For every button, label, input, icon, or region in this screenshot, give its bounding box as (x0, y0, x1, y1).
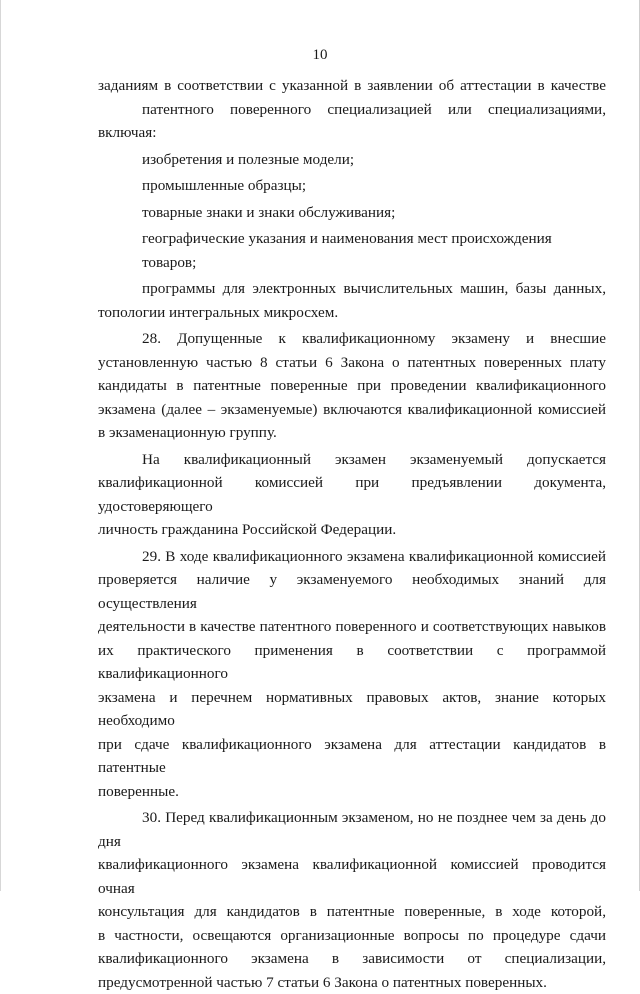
text-line: 28. Допущенные к квалификационному экзамену и внесшие (98, 327, 606, 351)
text-line: проверяется наличие у экзаменуемого необходимых знаний для осуществления (98, 568, 606, 615)
text-line: предусмотренной частью 7 статьи 6 Закона о патентных поверенных. (98, 971, 606, 994)
paragraph-29 (98, 545, 606, 804)
text-line: кандидаты в патентные поверенные при проведении квалификационного (98, 374, 606, 398)
list-item: географические указания и наименования мест происхождения товаров; (98, 227, 606, 274)
page-number: 10 (1, 47, 639, 64)
text-line: деятельности в качестве патентного поверенного и соответствующих навыков (98, 615, 606, 639)
paragraph-28 (98, 327, 606, 445)
text-line: патентного поверенного специализацией или специализациями, включая: (98, 98, 606, 145)
programs-paragraph (98, 277, 606, 324)
specialization-list (98, 148, 606, 275)
intro-paragraph (98, 74, 606, 145)
document-body (98, 74, 606, 994)
list-item: промышленные образцы; (98, 174, 606, 198)
text-line: экзамена (далее – экзаменуемые) включаются квалификационной комиссией (98, 398, 606, 422)
text-line: консультация для кандидатов в патентные поверенные, в ходе которой, (98, 900, 606, 924)
text-line: квалификационного экзамена квалификационной комиссией проводится очная (98, 853, 606, 900)
text-line: топологии интегральных микросхем. (98, 301, 606, 325)
paragraph-28-admission (98, 448, 606, 542)
text-line: заданиям в соответствии с указанной в заявлении об аттестации в качестве (98, 74, 606, 98)
text-line: поверенные. (98, 780, 606, 804)
text-line: личность гражданина Российской Федерации. (98, 518, 606, 542)
text-line: программы для электронных вычислительных машин, базы данных, (98, 277, 606, 301)
text-line: при сдаче квалификационного экзамена для аттестации кандидатов в патентные (98, 733, 606, 780)
list-item: товарные знаки и знаки обслуживания; (98, 201, 606, 225)
text-line: в экзаменационную группу. (98, 421, 606, 445)
text-line: квалификационного экзамена в зависимости от специализации, (98, 947, 606, 971)
text-line: 29. В ходе квалификационного экзамена квалификационной комиссией (98, 545, 606, 569)
text-line: в частности, освещаются организационные вопросы по процедуре сдачи (98, 924, 606, 948)
text-line: На квалификационный экзамен экзаменуемый допускается (98, 448, 606, 472)
text-line: установленную частью 8 статьи 6 Закона о патентных поверенных плату (98, 351, 606, 375)
text-line: 30. Перед квалификационным экзаменом, но не позднее чем за день до дня (98, 806, 606, 853)
list-item: изобретения и полезные модели; (98, 148, 606, 172)
paragraph-30 (98, 806, 606, 994)
text-line: квалификационной комиссией при предъявлении документа, удостоверяющего (98, 471, 606, 518)
text-line: их практического применения в соответствии с программой квалификационного (98, 639, 606, 686)
text-line: экзамена и перечнем нормативных правовых актов, знание которых необходимо (98, 686, 606, 733)
